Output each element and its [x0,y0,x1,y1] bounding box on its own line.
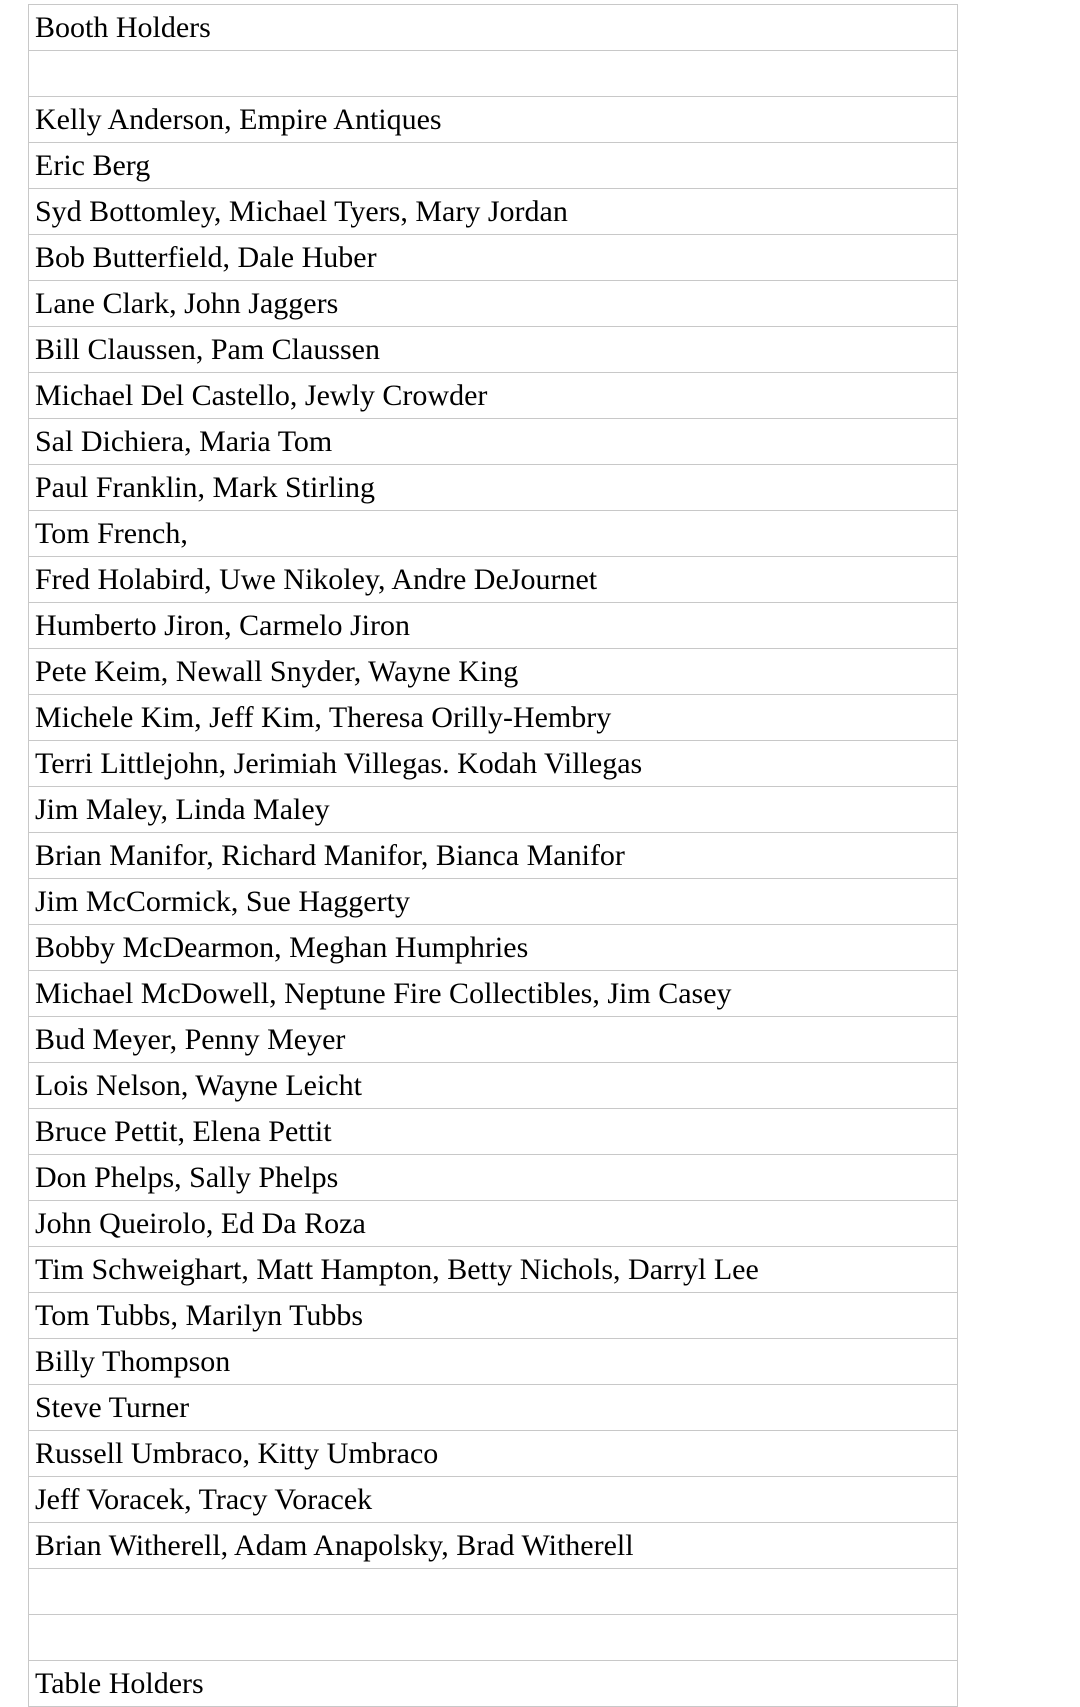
booth-holders-table-wrapper [28,4,958,1707]
table-row [29,603,958,649]
table-row [29,971,958,1017]
table-cell-name: Lane Clark, John Jaggers [29,281,958,327]
table-row [29,1569,958,1615]
table-cell-name: Brian Witherell, Adam Anapolsky, Brad Witherell [29,1523,958,1569]
table-row [29,189,958,235]
table-row [29,1063,958,1109]
table-row [29,1661,958,1707]
table-cell-name: Booth Holders [29,5,958,51]
table-row [29,419,958,465]
table-cell-name: Jeff Voracek, Tracy Voracek [29,1477,958,1523]
table-cell-name: Jim Maley, Linda Maley [29,787,958,833]
table-row [29,925,958,971]
table-row [29,281,958,327]
table-cell-name: Humberto Jiron, Carmelo Jiron [29,603,958,649]
table-row [29,97,958,143]
table-cell-name: Bill Claussen, Pam Claussen [29,327,958,373]
table-cell-name: Eric Berg [29,143,958,189]
table-cell-name: Tim Schweighart, Matt Hampton, Betty Nichols, Darryl Lee [29,1247,958,1293]
table-row [29,51,958,97]
table-row [29,1201,958,1247]
table-cell-name: Bob Butterfield, Dale Huber [29,235,958,281]
table-cell-name: John Queirolo, Ed Da Roza [29,1201,958,1247]
table-cell-empty [29,1615,958,1661]
table-cell-name: Sal Dichiera, Maria Tom [29,419,958,465]
table-body [29,5,958,1707]
table-cell-name: Bud Meyer, Penny Meyer [29,1017,958,1063]
table-row [29,327,958,373]
table-row [29,833,958,879]
table-cell-name: Russell Umbraco, Kitty Umbraco [29,1431,958,1477]
table-row [29,1477,958,1523]
table-cell-name: Paul Franklin, Mark Stirling [29,465,958,511]
table-row [29,1109,958,1155]
table-row [29,1431,958,1477]
table-row [29,1155,958,1201]
table-row [29,235,958,281]
table-cell-name: Brian Manifor, Richard Manifor, Bianca Manifor [29,833,958,879]
table-cell-name: Tom Tubbs, Marilyn Tubbs [29,1293,958,1339]
table-row [29,879,958,925]
table-cell-name: Syd Bottomley, Michael Tyers, Mary Jordan [29,189,958,235]
table-cell-name: Michael McDowell, Neptune Fire Collectibles, Jim Casey [29,971,958,1017]
table-row [29,465,958,511]
table-row [29,557,958,603]
table-cell-name: Fred Holabird, Uwe Nikoley, Andre DeJournet [29,557,958,603]
table-cell-name: Don Phelps, Sally Phelps [29,1155,958,1201]
table-cell-name: Billy Thompson [29,1339,958,1385]
table-row [29,373,958,419]
table-row [29,649,958,695]
table-row [29,1339,958,1385]
table-row [29,695,958,741]
table-cell-name: Pete Keim, Newall Snyder, Wayne King [29,649,958,695]
table-row [29,1385,958,1431]
table-cell-name: Kelly Anderson, Empire Antiques [29,97,958,143]
table-cell-name: Bobby McDearmon, Meghan Humphries [29,925,958,971]
table-cell-empty [29,51,958,97]
table-cell-name: Terri Littlejohn, Jerimiah Villegas. Kodah Villegas [29,741,958,787]
table-cell-name: Michele Kim, Jeff Kim, Theresa Orilly-Hembry [29,695,958,741]
booth-holders-table [28,4,958,1707]
table-row [29,1523,958,1569]
table-row [29,741,958,787]
table-cell-empty [29,1569,958,1615]
table-row [29,511,958,557]
table-cell-name: Lois Nelson, Wayne Leicht [29,1063,958,1109]
table-row [29,143,958,189]
table-cell-name: Steve Turner [29,1385,958,1431]
table-row [29,1615,958,1661]
table-row [29,1247,958,1293]
table-cell-name: Jim McCormick, Sue Haggerty [29,879,958,925]
table-cell-name: Table Holders [29,1661,958,1707]
table-row [29,5,958,51]
table-cell-name: Tom French, [29,511,958,557]
table-cell-name: Bruce Pettit, Elena Pettit [29,1109,958,1155]
table-row [29,1293,958,1339]
table-cell-name: Michael Del Castello, Jewly Crowder [29,373,958,419]
table-row [29,1017,958,1063]
table-row [29,787,958,833]
